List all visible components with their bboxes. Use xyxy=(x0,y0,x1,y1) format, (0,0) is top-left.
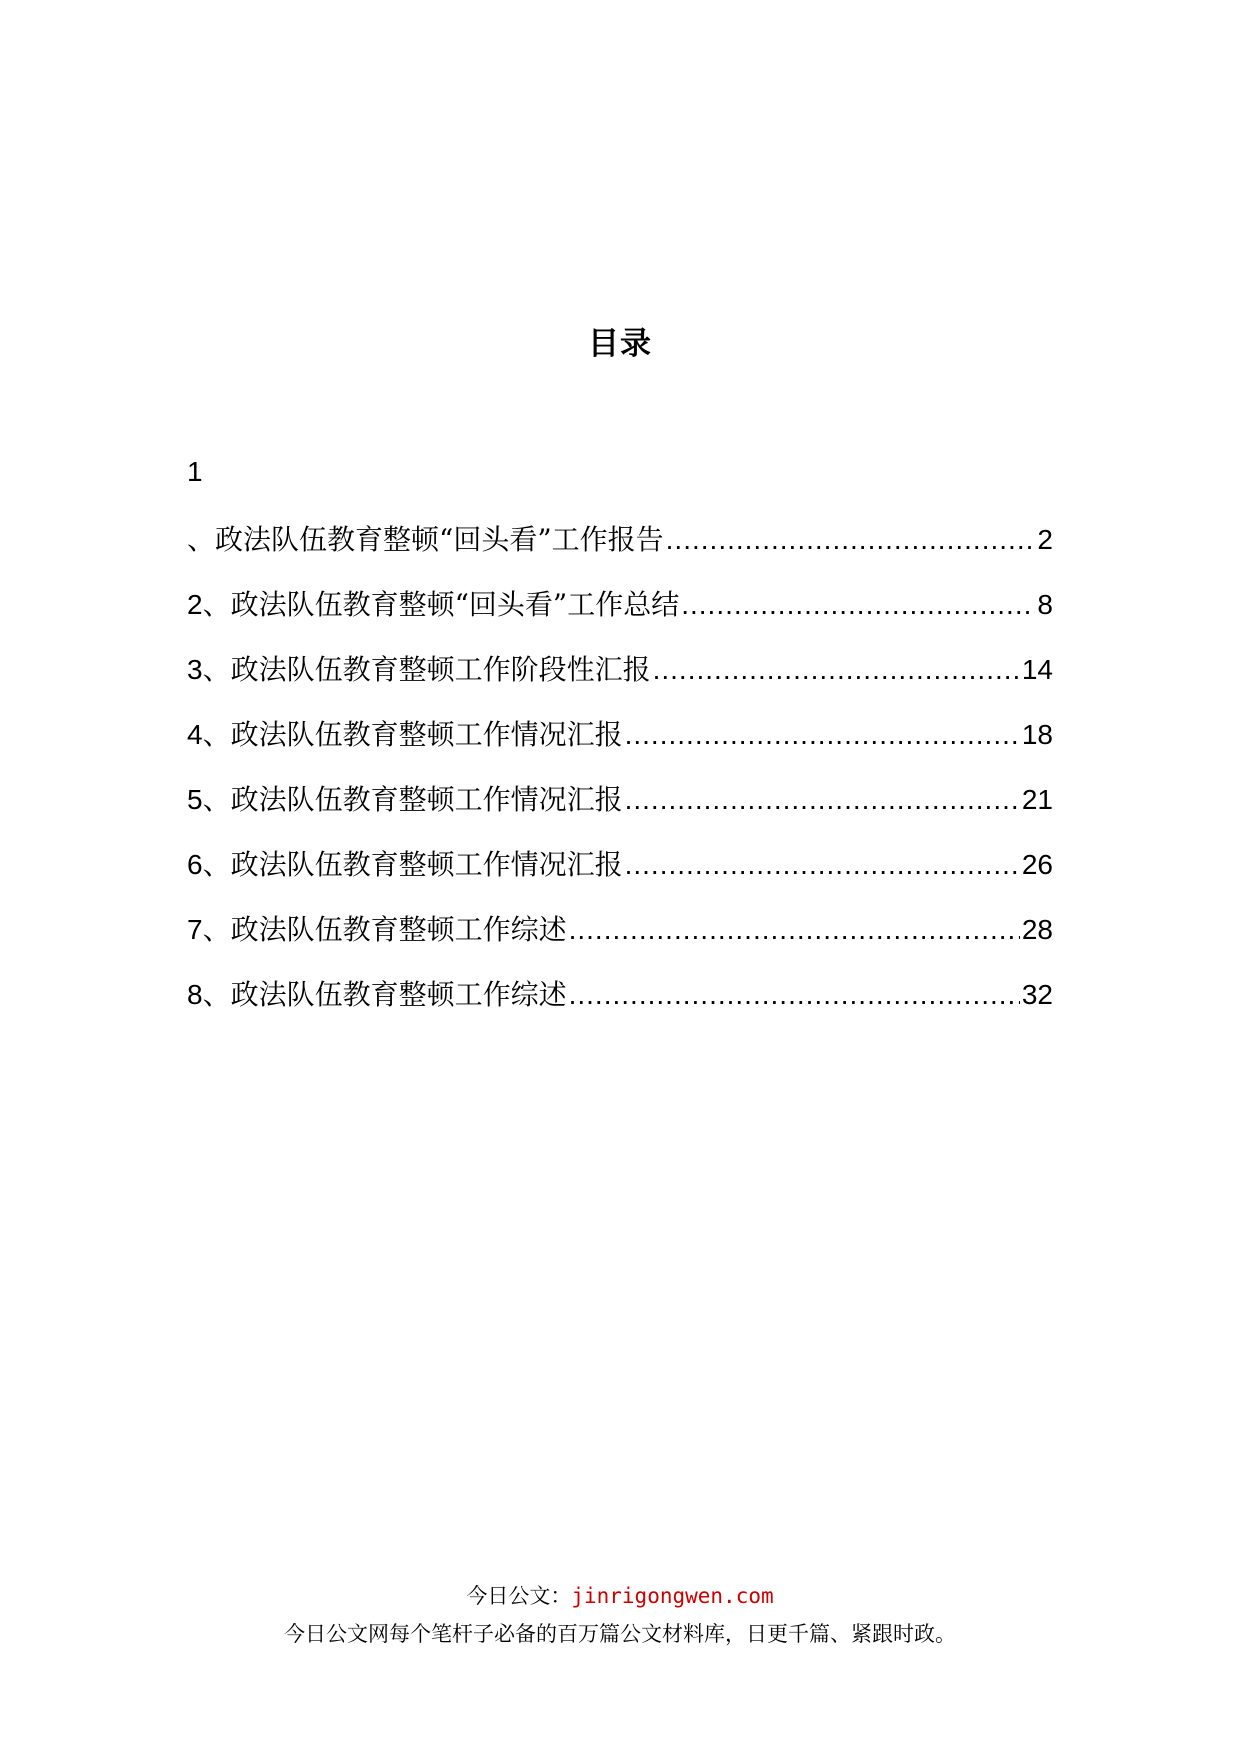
toc-entry-number: 7 xyxy=(187,914,203,945)
toc-entry-page: 2 xyxy=(1037,524,1053,555)
toc-entry-page: 8 xyxy=(1037,589,1053,620)
toc-entry-page: 26 xyxy=(1021,849,1053,880)
toc-entry-text: 、政法队伍教育整顿工作综述 xyxy=(202,913,567,946)
footer-site-line xyxy=(0,1580,1240,1610)
toc-entry[interactable] xyxy=(187,582,1053,627)
toc-entry-text: 、政法队伍教育整顿工作阶段性汇报 xyxy=(202,653,651,686)
toc-dot-leader xyxy=(666,517,1036,562)
toc-title: 目录 xyxy=(588,326,652,362)
toc-entry-number: 3 xyxy=(187,654,203,685)
toc-entry[interactable] xyxy=(187,777,1053,822)
toc-entry-number: 4 xyxy=(187,719,203,750)
toc-entry-text: 、政法队伍教育整顿工作情况汇报 xyxy=(202,848,623,881)
toc-entry-number: 2 xyxy=(187,589,203,620)
toc-dot-leader xyxy=(625,842,1020,887)
toc-entry-number: 8 xyxy=(187,979,203,1010)
footer-tagline: 今日公文网每个笔杆子必备的百万篇公文材料库，日更千篇、紧跟时政。 xyxy=(284,1622,956,1646)
toc-entry[interactable] xyxy=(187,907,1053,952)
toc-entry-number: 5 xyxy=(187,784,203,815)
toc-entry-text: 、政法队伍教育整顿工作综述 xyxy=(202,978,567,1011)
toc-entry[interactable] xyxy=(187,517,1053,562)
footer-site-url-link[interactable]: jinrigongwen.com xyxy=(571,1584,774,1608)
toc-entry-page: 32 xyxy=(1021,979,1053,1010)
toc-dot-leader xyxy=(625,712,1020,757)
table-of-contents xyxy=(187,452,1053,1037)
toc-dot-leader xyxy=(569,907,1020,952)
toc-dot-leader xyxy=(681,582,1035,627)
toc-entry-page: 28 xyxy=(1021,914,1053,945)
toc-entry-text: 、政法队伍教育整顿“回头看”工作报告 xyxy=(187,523,664,556)
toc-entry-page: 14 xyxy=(1021,654,1053,685)
toc-entry-number: 6 xyxy=(187,849,203,880)
toc-dot-leader xyxy=(569,972,1020,1017)
toc-dot-leader xyxy=(625,777,1020,822)
toc-entry-text: 、政法队伍教育整顿“回头看”工作总结 xyxy=(202,588,680,621)
toc-entry[interactable] xyxy=(187,972,1053,1017)
toc-first-number: 1 xyxy=(187,456,203,487)
footer-site-label: 今日公文： xyxy=(466,1584,572,1608)
toc-entry-text: 、政法队伍教育整顿工作情况汇报 xyxy=(202,718,623,751)
toc-entry[interactable] xyxy=(187,712,1053,757)
toc-entry-page: 21 xyxy=(1021,784,1053,815)
toc-dot-leader xyxy=(653,647,1020,692)
toc-entry[interactable] xyxy=(187,842,1053,887)
toc-entry-text: 、政法队伍教育整顿工作情况汇报 xyxy=(202,783,623,816)
toc-entry-page: 18 xyxy=(1021,719,1053,750)
toc-entry[interactable] xyxy=(187,647,1053,692)
